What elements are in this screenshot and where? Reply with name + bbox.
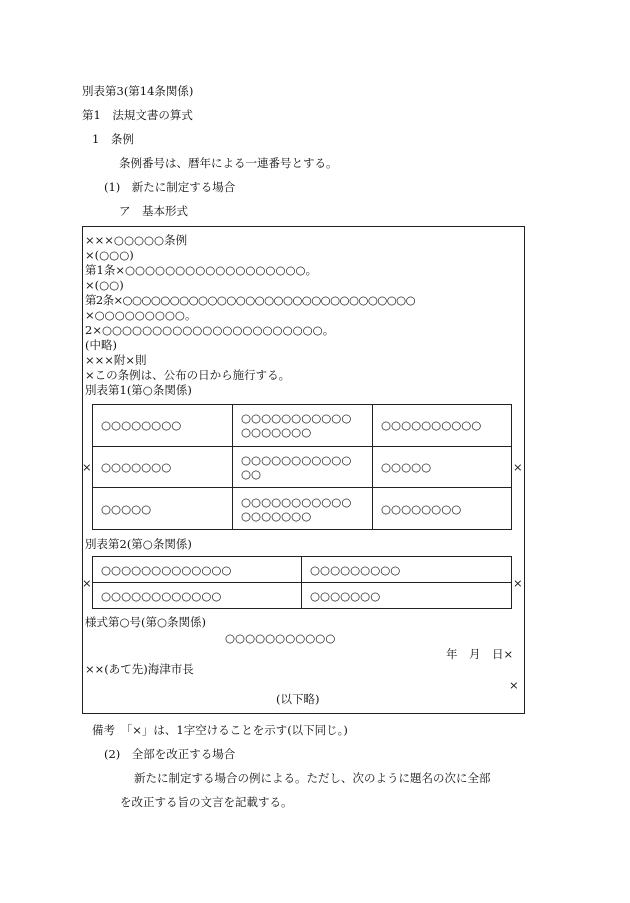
subitem-2-text-cont: を改正する旨の文言を記載する。 <box>120 795 293 809</box>
table-2 <box>92 556 512 609</box>
table-cell: ○○○○○○○○○○○ ○○ <box>233 446 373 488</box>
table-row <box>93 583 512 609</box>
form-subject: ○○○○○○○○○○○ <box>225 631 336 645</box>
table-1 <box>92 404 512 530</box>
item-heading: 1 条例 <box>92 132 134 146</box>
sample-supplementary: ×××附×則 <box>85 353 147 367</box>
sample-article-2: 第2条×○○○○○○○○○○○○○○○○○○○○○○○○○○○○○○○ <box>85 293 416 307</box>
subitem-heading: (1) 新たに制定する場合 <box>104 180 236 194</box>
table-cell: ○○○○○○○○○○○○ <box>93 583 302 609</box>
subitem-a-heading: ア 基本形式 <box>119 204 188 218</box>
space-marker: × <box>509 678 519 692</box>
item-text: 条例番号は、暦年による一連番号とする。 <box>119 156 338 170</box>
sample-article-2-cont: ×○○○○○○○○○。 <box>85 308 197 322</box>
form-omitted: (以下略) <box>276 692 320 706</box>
table-cell: ○○○○○○○ <box>302 583 512 609</box>
sample-caption-2: ×(○○) <box>85 278 124 292</box>
sample-title: ×××○○○○○条例 <box>85 233 188 247</box>
table-row <box>93 488 512 530</box>
table-row <box>93 557 512 583</box>
table-row <box>93 446 512 488</box>
subitem-2-heading: (2) 全部を改正する場合 <box>104 747 236 761</box>
sample-enforcement: ×この条例は、公布の日から施行する。 <box>85 368 291 382</box>
table-row <box>93 405 512 447</box>
form-title: 様式第○号(第○条関係) <box>85 615 207 629</box>
form-date: 年 月 日× <box>446 647 514 661</box>
space-marker: × <box>513 460 523 474</box>
space-marker: × <box>513 576 523 590</box>
table-cell: ○○○○○○○○○○ <box>373 405 512 447</box>
space-marker: × <box>82 460 92 474</box>
table-cell: ○○○○○○○ <box>93 446 233 488</box>
table-cell: ○○○○○○○○ <box>373 488 512 530</box>
table1-title: 別表第1(第○条関係) <box>85 383 192 397</box>
space-marker: × <box>82 576 92 590</box>
note: 備考 「×」は、1字空けることを示す(以下同じ。) <box>92 723 348 737</box>
table-ref: 別表第3(第14条関係) <box>82 84 194 98</box>
table-cell: ○○○○○○○○ <box>93 405 233 447</box>
table-cell: ○○○○○○○○○ <box>302 557 512 583</box>
sample-paragraph-2: 2×○○○○○○○○○○○○○○○○○○○○○○。 <box>85 323 335 337</box>
form-addressee: ××(あて先)海津市長 <box>85 662 194 676</box>
sample-article-1: 第1条×○○○○○○○○○○○○○○○○○○。 <box>85 263 318 277</box>
table-cell: ○○○○○○○○○○○ ○○○○○○○ <box>233 405 373 447</box>
sample-omitted: (中略) <box>85 338 117 352</box>
table-cell: ○○○○○○○○○○○ ○○○○○○○ <box>233 488 373 530</box>
table2-title: 別表第2(第○条関係) <box>85 537 192 551</box>
subitem-2-text: 新たに制定する場合の例による。ただし、次のように題名の次に全部 <box>134 771 491 785</box>
sample-caption-1: ×(○○○) <box>85 248 134 262</box>
section-title: 第1 法規文書の算式 <box>82 108 193 122</box>
table-cell: ○○○○○ <box>93 488 233 530</box>
table-cell: ○○○○○ <box>373 446 512 488</box>
table-cell: ○○○○○○○○○○○○○ <box>93 557 302 583</box>
